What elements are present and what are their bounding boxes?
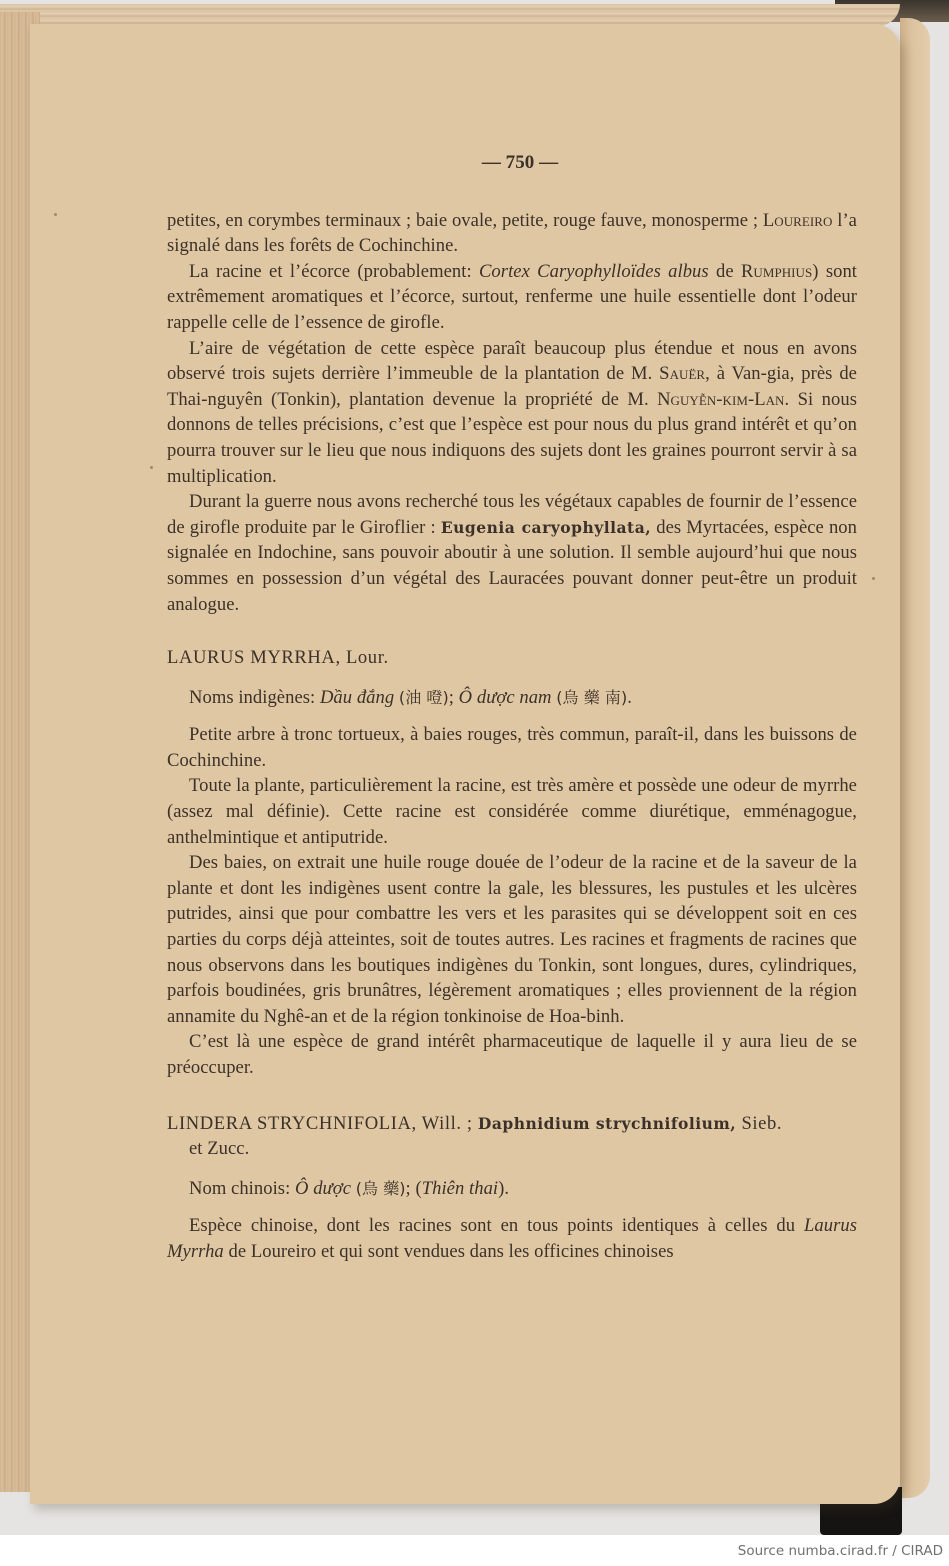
paragraph-intro-2: [167, 259, 857, 336]
separator: ;: [448, 686, 459, 708]
paragraph-laurus-4: C’est là une espèce de grand intérêt pharmaceutique de laquelle il y aura lieu de se préoccuper.: [167, 1031, 857, 1078]
page-edge-right: [900, 18, 930, 1498]
chinese-characters: (油 噔): [398, 687, 449, 707]
latin-name: Cortex Caryophylloïdes albus: [478, 260, 709, 282]
vernacular-name: Dầu đắng: [319, 686, 395, 708]
person-name-nguyen: Nguyễn-kim-Lan: [657, 388, 785, 410]
paragraph-laurus-1: Petite arbre à tronc tortueux, à baies rouges, très commun, paraît-il, dans les buissons de Cochinchine.: [167, 724, 857, 771]
chinese-names-lindera: [167, 1176, 857, 1202]
text-run: petites, en corymbes terminaux ; baie ovale, petite, rouge fauve, monosperme ;: [167, 209, 763, 231]
chinese-characters: (烏 藥 南): [556, 687, 628, 707]
text-run: des Myrtacées, espèce non signalée en Indochine, sans pouvoir aboutir à une solution. Il semble aujourd’hui que nous sommes en possession d’un végétal des Lauracées pouvant donner peut-être un produit analogue.: [167, 516, 857, 615]
person-name-sauer: Sauër: [659, 363, 706, 385]
latin-name-eugenia: Eugenia caryophyllata,: [440, 517, 652, 537]
separator: .: [627, 686, 632, 708]
paper-speck: [54, 213, 57, 216]
text-run: ) sont extrêmement aromatiques et l’écorce, surtout, renferme une huile essentielle dont l’odeur rappelle celle de l’essence de girofle.: [167, 260, 858, 333]
separator: ).: [498, 1177, 510, 1199]
source-credit: Source numba.cirad.fr / CIRAD: [737, 1543, 943, 1559]
separator: ; (: [405, 1177, 422, 1199]
vernacular-names-laurus: [167, 685, 857, 711]
paragraph-lindera-1: [167, 1213, 857, 1264]
paragraph-laurus-2: Toute la plante, particulièrement la racine, est très amère et possède une odeur de myrrhe (assez mal définie). Cette racine est considérée comme diurétique, emménagogue, anthelmintique et antiputride.: [167, 775, 857, 848]
text-run: Espèce chinoise, dont les racines sont en tous points identiques à celles du: [189, 1215, 804, 1237]
paragraph-intro-3: [167, 336, 857, 490]
author-name-rumphius: Rumphius: [740, 260, 813, 282]
paragraph-intro-4: [167, 489, 857, 617]
text-run: l’a signalé dans les forêts de Cochinchine.: [167, 209, 857, 257]
paper-speck: [872, 577, 875, 580]
latin-name: Laurus Myrrha: [167, 1215, 857, 1262]
text-run: , à Van-gia, près de Thai-nguyên (Tonkin), plantation devenue la propriété de M.: [167, 363, 857, 410]
section-heading-laurus-myrrha: LAURUS MYRRHA, Lour.: [167, 647, 389, 669]
chinese-characters: (烏 藥): [355, 1178, 406, 1198]
vernacular-name: Ô dược nam: [458, 686, 552, 708]
names-label: Noms indigènes:: [189, 686, 320, 708]
text-run: La racine et l’écorce (probablement:: [189, 260, 479, 282]
vernacular-name: Thiên thai: [421, 1177, 499, 1199]
page-stack-top: [0, 4, 900, 26]
text-run: de: [708, 260, 741, 282]
names-label: Nom chinois:: [189, 1177, 296, 1199]
text-run: Durant la guerre nous avons recherché tous les végétaux capables de fournir de l’essence de girofle produite par le Giroflier :: [167, 491, 857, 538]
section-heading-lindera-cont: et Zucc.: [189, 1138, 250, 1160]
author-name-loureiro: Loureiro: [762, 209, 833, 231]
section-heading-lindera: [167, 1111, 857, 1137]
synonym-latin-name: Daphnidium strychnifolium,: [477, 1113, 737, 1133]
page-number: — 750 —: [481, 152, 559, 173]
heading-text: Sieb.: [736, 1112, 783, 1134]
text-run: . Si nous donnons de telles précisions, c’est que l’espèce est pour nous du plus grand intérêt et qu’on pourra trouver sur le lieu que nous indiquons des sujets dont les graines pourront servir à sa multiplication.: [167, 388, 857, 487]
paragraph-laurus-3: Des baies, on extrait une huile rouge douée de l’odeur de la racine et de la saveur de la plante et dont les indigènes usent contre la gale, les blessures, les pustules et les ulcères putrides, ainsi que pour combattre les vers et les parasites qui se développent soit en ces parties du corps déjà atteintes, soit de toutes autres. Les racines et fragments de racines que nous observons dans les boutiques indigènes du Tonkin, sont longues, dures, cylindriques, parfois boudinées, gris brunâtres, légèrement aromatiques ; elles proviennent de la région annamite du Nghê-an et de la région tonkinoise de Hoa-binh.: [167, 852, 857, 1027]
heading-text: LINDERA STRYCHNIFOLIA, Will. ;: [167, 1112, 478, 1134]
paragraph-intro-1: [167, 208, 857, 259]
vernacular-name: Ô dược: [295, 1177, 352, 1199]
text-run: L’aire de végétation de cette espèce paraît beaucoup plus étendue et nous en avons observé trois sujets derrière l’immeuble de la plantation de M.: [167, 337, 857, 385]
page-text: [167, 150, 857, 1265]
text-run: de Loureiro et qui sont vendues dans les officines chinoises: [223, 1240, 674, 1262]
paper-speck: [150, 466, 153, 469]
